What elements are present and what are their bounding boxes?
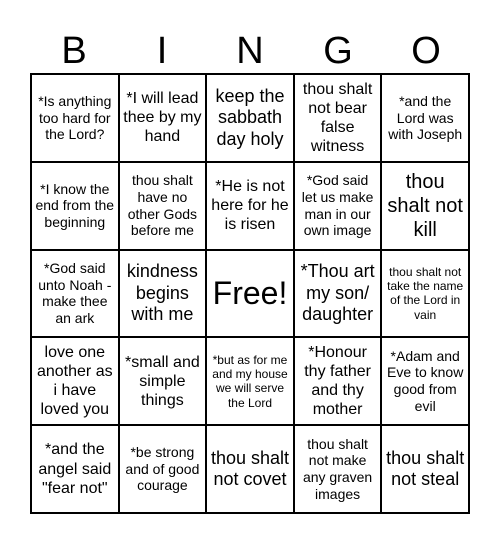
bingo-cell-r4-c2[interactable]: *small and simple things	[119, 337, 207, 425]
bingo-cell-r2-c1[interactable]: *I know the end from the beginning	[31, 162, 119, 250]
bingo-cell-r5-c5[interactable]: thou shalt not steal	[381, 425, 469, 513]
bingo-header	[30, 30, 470, 72]
free-space-cell[interactable]: Free!	[206, 250, 294, 338]
bingo-cell-r1-c2[interactable]: *I will lead thee by my hand	[119, 74, 207, 162]
bingo-cell-r2-c4[interactable]: *God said let us make man in our own image	[294, 162, 382, 250]
bingo-cell-r1-c1[interactable]: *Is anything too hard for the Lord?	[31, 74, 119, 162]
bingo-cell-r3-c1[interactable]: *God said unto Noah - make thee an ark	[31, 250, 119, 338]
bingo-cell-r4-c5[interactable]: *Adam and Eve to know good from evil	[381, 337, 469, 425]
bingo-cell-r4-c4[interactable]: *Honour thy father and thy mother	[294, 337, 382, 425]
bingo-cell-r3-c2[interactable]: kindness begins with me	[119, 250, 207, 338]
bingo-cell-r5-c4[interactable]: thou shalt not make any graven images	[294, 425, 382, 513]
header-letter-g: G	[323, 30, 353, 72]
bingo-cell-r1-c5[interactable]: *and the Lord was with Joseph	[381, 74, 469, 162]
bingo-cell-r2-c2[interactable]: thou shalt have no other Gods before me	[119, 162, 207, 250]
bingo-card-grid	[30, 73, 470, 514]
header-letter-o: O	[411, 30, 441, 72]
bingo-cell-r5-c1[interactable]: *and the angel said "fear not"	[31, 425, 119, 513]
bingo-cell-r4-c1[interactable]: love one another as i have loved you	[31, 337, 119, 425]
header-letter-i: I	[156, 30, 168, 72]
bingo-cell-r2-c5[interactable]: thou shalt not kill	[381, 162, 469, 250]
bingo-cell-r3-c5[interactable]: thou shalt not take the name of the Lord in vain	[381, 250, 469, 338]
header-letter-b: B	[61, 30, 87, 72]
bingo-cell-r4-c3[interactable]: *but as for me and my house we will serve the Lord	[206, 337, 294, 425]
bingo-cell-r1-c3[interactable]: keep the sabbath day holy	[206, 74, 294, 162]
bingo-cell-r5-c2[interactable]: *be strong and of good courage	[119, 425, 207, 513]
bingo-cell-r5-c3[interactable]: thou shalt not covet	[206, 425, 294, 513]
header-letter-n: N	[236, 30, 264, 72]
bingo-cell-r3-c4[interactable]: *Thou art my son/ daughter	[294, 250, 382, 338]
bingo-cell-r2-c3[interactable]: *He is not here for he is risen	[206, 162, 294, 250]
bingo-cell-r1-c4[interactable]: thou shalt not bear false witness	[294, 74, 382, 162]
